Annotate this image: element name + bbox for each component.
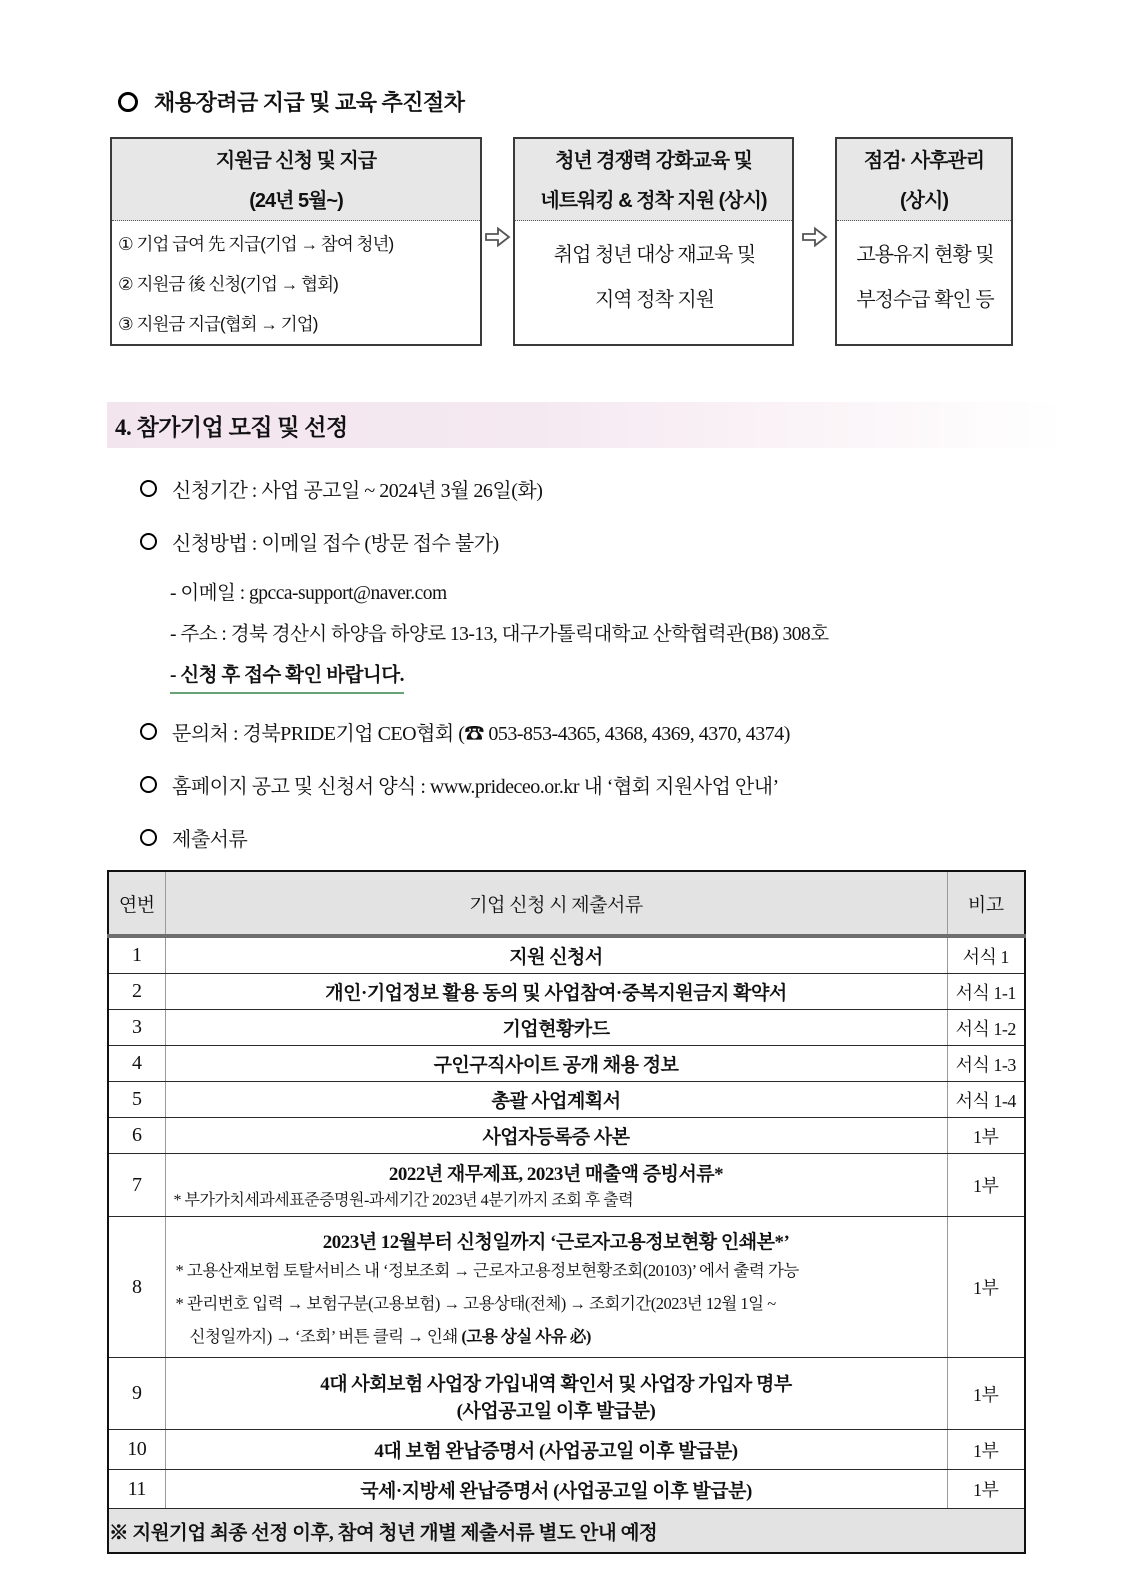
doc-note: * 부가가치세과세표준증명원-과세기간 2023년 4분기까지 조회 후 출력: [173, 1192, 634, 1209]
doc-note-bold: (고용 상실 사유 必): [461, 1327, 591, 1346]
section4-title: 4. 참가기업 모집 및 선정: [115, 414, 348, 440]
doc-text: 사업자등록증 사본: [482, 1127, 630, 1148]
row-no: 9: [108, 1358, 165, 1430]
row-no: 8: [108, 1217, 165, 1358]
process-step-1-title: [112, 139, 480, 221]
process-step-2-body: [515, 221, 792, 344]
circle-bullet-icon: [140, 776, 157, 793]
email-text: - 이메일 : gpcca-support@naver.com: [170, 583, 447, 604]
section4-band: [107, 402, 1064, 448]
step1-title-line2: (24년 5월~): [249, 190, 343, 212]
row-no: 1: [108, 936, 165, 974]
documents-text: 제출서류: [172, 829, 248, 851]
doc-text: 지원 신청서: [509, 947, 603, 968]
sub-address: [170, 621, 1125, 649]
step2-title-line1: 청년 경쟁력 강화교육 및: [555, 150, 752, 172]
bullet-documents: [140, 823, 1125, 852]
row-no: 6: [108, 1118, 165, 1154]
row-no: 5: [108, 1082, 165, 1118]
flow-arrow-2: [794, 137, 835, 346]
step2-line1: 취업 청년 대상 재교육 및: [553, 244, 756, 266]
row-doc: [165, 1046, 947, 1082]
row-doc: [165, 1217, 947, 1358]
table-header-row: [108, 871, 1025, 936]
header-doc: 기업 신청 시 제출서류: [165, 871, 947, 936]
row-doc: [165, 1010, 947, 1046]
documents-table: [107, 870, 1026, 1554]
row-doc: [165, 1082, 947, 1118]
doc-title: 2023년 12월부터 신청일까지 ‘근로자고용정보현황 인쇄본*’: [322, 1232, 790, 1253]
contact-text: 문의처 : 경북PRIDE기업 CEO협회 (☎ 053-853-4365, 4368, 4369, 4370, 4374): [172, 723, 790, 745]
row-doc: [165, 1154, 947, 1217]
row-doc: [165, 936, 947, 974]
application-method-text: 신청방법 : 이메일 접수 (방문 접수 불가): [172, 533, 499, 555]
bullet-application-period: [140, 474, 1125, 503]
doc-note: * 고용산재보험 토탈서비스 내 ‘정보조회 → 근로자고용정보현황조회(20103)’ 에서 출력 가능: [175, 1261, 799, 1280]
row-remark: 서식 1-3: [947, 1046, 1025, 1082]
table-row: [108, 1430, 1025, 1470]
row-remark: 1부: [947, 1217, 1025, 1358]
doc-title: 2022년 재무제표, 2023년 매출액 증빙서류*: [388, 1164, 724, 1185]
table-row: [108, 1154, 1025, 1217]
row-no: 10: [108, 1430, 165, 1470]
row-remark: 서식 1-4: [947, 1082, 1025, 1118]
homepage-text: 홈페이지 공고 및 신청서 양식 : www.prideceo.or.kr 내 ‘협회 지원사업 안내’: [172, 776, 779, 798]
table-row: [108, 1082, 1025, 1118]
circle-bullet-icon: [140, 723, 157, 740]
row-doc: [165, 1470, 947, 1509]
row-remark: 1부: [947, 1154, 1025, 1217]
process-step-1-body: [112, 221, 480, 344]
address-text: - 주소 : 경북 경산시 하양읍 하양로 13-13, 대구가톨릭대학교 산학협력관(B8) 308호: [170, 624, 829, 645]
process-step-1: [110, 137, 482, 346]
step1-line1: ① 기업 급여 先 지급(기업 → 참여 청년): [118, 234, 394, 254]
row-doc: [165, 974, 947, 1010]
process-step-3: [835, 137, 1013, 346]
process-heading: [118, 86, 1125, 117]
table-footer-text: ※ 지원기업 최종 선정 이후, 참여 청년 개별 제출서류 별도 안내 예정: [108, 1509, 1025, 1554]
row-remark: 1부: [947, 1470, 1025, 1509]
confirm-text: - 신청 후 접수 확인 바랍니다.: [170, 662, 404, 694]
header-no: 연번: [108, 871, 165, 936]
doc-text: 개인·기업정보 활용 동의 및 사업참여·중복지원금지 확약서: [325, 983, 787, 1004]
step3-line1: 고용유지 현황 및: [856, 244, 994, 266]
table-row: [108, 1118, 1025, 1154]
process-step-3-body: [837, 221, 1011, 344]
doc-note: [166, 1320, 947, 1353]
table-row: [108, 1358, 1025, 1430]
process-flow: [110, 137, 1125, 346]
row-doc: [165, 1118, 947, 1154]
row-no: 2: [108, 974, 165, 1010]
row-remark: 1부: [947, 1358, 1025, 1430]
step3-line2: 부정수급 확인 등: [856, 289, 994, 311]
doc-text: 국세·지방세 완납증명서 (사업공고일 이후 발급분): [360, 1480, 752, 1502]
table-row: [108, 1470, 1025, 1509]
section4-bullets: [140, 474, 1125, 852]
row-remark: 서식 1: [947, 936, 1025, 974]
row-no: 11: [108, 1470, 165, 1509]
row-doc: [165, 1358, 947, 1430]
doc-note: * 관리번호 입력 → 보험구분(고용보험) → 고용상태(전체) → 조회기간(2023년 12월 1일 ~: [175, 1294, 776, 1313]
table-row: [108, 974, 1025, 1010]
header-remark: 비고: [947, 871, 1025, 936]
step1-line2: ② 지원금 後 신청(기업 → 협회): [118, 274, 338, 294]
step1-line3: ③ 지원금 지급(협회 → 기업): [118, 314, 318, 334]
row-remark: 서식 1-1: [947, 974, 1025, 1010]
process-step-3-title: [837, 139, 1011, 221]
doc-text: 총괄 사업계획서: [491, 1091, 621, 1112]
row-doc: [165, 1430, 947, 1470]
bullet-homepage: [140, 770, 1125, 799]
doc-note-text: 신청일까지) → ‘조회’ 버튼 클릭 → 인쇄: [189, 1327, 462, 1346]
sub-confirm: [170, 662, 1125, 694]
doc-subtitle: (사업공고일 이후 발급분): [456, 1401, 656, 1422]
bullet-application-method: [140, 527, 1125, 556]
row-no: 4: [108, 1046, 165, 1082]
sub-email: [170, 580, 1125, 608]
table-footer-row: [108, 1509, 1025, 1554]
row-remark: 1부: [947, 1118, 1025, 1154]
doc-text: 구인구직사이트 공개 채용 정보: [433, 1055, 679, 1076]
bullet-contact: [140, 717, 1125, 746]
doc-text: 4대 보험 완납증명서 (사업공고일 이후 발급분): [374, 1441, 738, 1462]
circle-bullet-icon: [140, 480, 157, 497]
row-remark: 1부: [947, 1430, 1025, 1470]
process-step-2: [513, 137, 794, 346]
right-arrow-icon: [484, 225, 511, 249]
row-no: 3: [108, 1010, 165, 1046]
step1-title-line1: 지원금 신청 및 지급: [215, 150, 377, 172]
circle-bullet-icon: [118, 92, 138, 112]
application-period-text: 신청기간 : 사업 공고일 ~ 2024년 3월 26일(화): [172, 480, 543, 502]
doc-text: 기업현황카드: [502, 1019, 610, 1040]
table-row: [108, 1010, 1025, 1046]
table-row: [108, 1046, 1025, 1082]
row-no: 7: [108, 1154, 165, 1217]
circle-bullet-icon: [140, 533, 157, 550]
step3-title-line1: 점검· 사후관리: [863, 150, 985, 172]
circle-bullet-icon: [140, 829, 157, 846]
step2-line2: 지역 정착 지원: [594, 289, 715, 311]
step2-title-line2: 네트워킹 & 정착 지원 (상시): [540, 190, 767, 212]
process-heading-label: 채용장려금 지급 및 교육 추진절차: [154, 90, 465, 115]
process-step-2-title: [515, 139, 792, 221]
table-row: [108, 1217, 1025, 1358]
right-arrow-icon: [801, 225, 828, 249]
step3-title-line2: (상시): [900, 190, 948, 212]
table-row: [108, 936, 1025, 974]
row-remark: 서식 1-2: [947, 1010, 1025, 1046]
doc-title: 4대 사회보험 사업장 가입내역 확인서 및 사업장 가입자 명부: [320, 1374, 792, 1395]
flow-arrow-1: [482, 137, 513, 346]
